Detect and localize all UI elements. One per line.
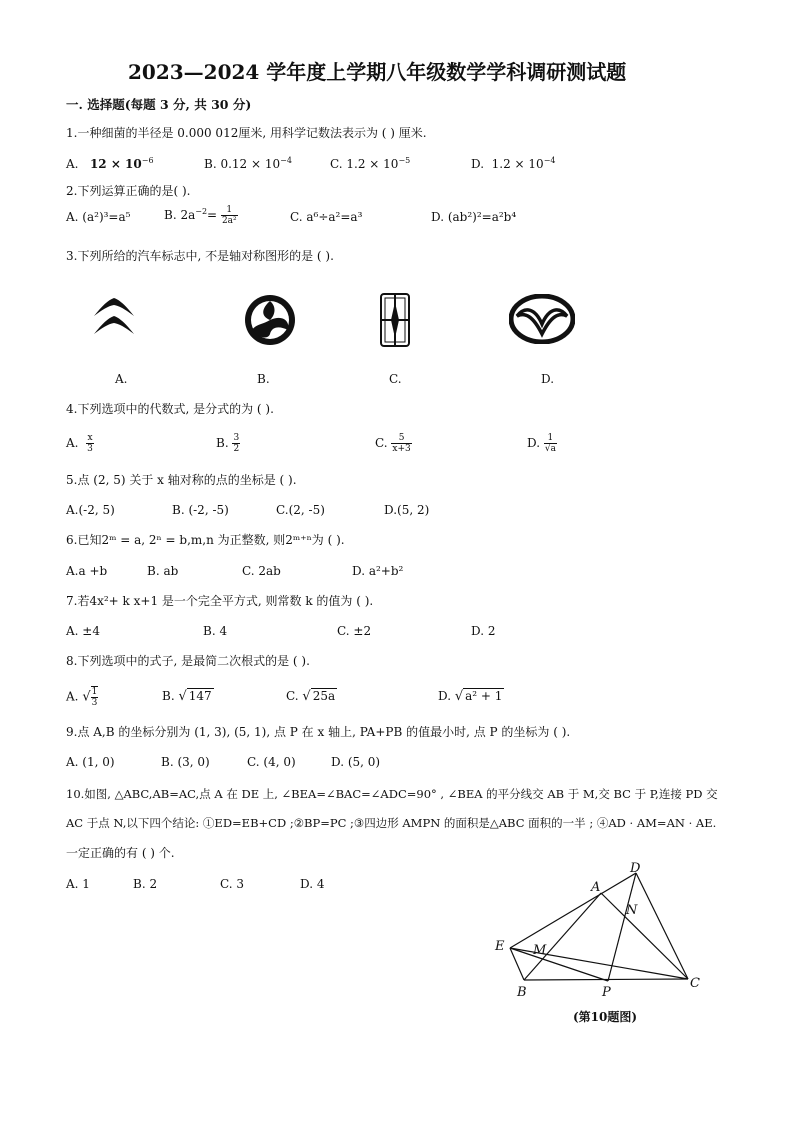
q4-option-a: A. $\frac{x}{3}$ [66, 433, 93, 454]
label-E: E [495, 939, 505, 954]
q10-stem-line-3: 一定正确的有 ( ) 个. [66, 846, 175, 860]
q2-option-d: D. (ab²)²=a²b⁴ [431, 210, 517, 224]
q2-option-b: B. $2a^{-2}=$ $\frac{1}{\text{2a²}}$ [164, 205, 237, 226]
q2-stem: 2.下列运算正确的是( ). [66, 184, 191, 198]
segment-PD [608, 873, 636, 981]
q1-option-b: B. $0.12 \times 10^{-4}$ [204, 156, 292, 171]
q6-stem: 6.已知2ᵐ = a, 2ⁿ = b,m,n 为正整数, 则2ᵐ⁺ⁿ为 ( ). [66, 533, 345, 547]
q8-option-c: C. √ 25a [286, 689, 336, 704]
q10-option-d: D. 4 [300, 877, 325, 891]
q10-option-c: C. 3 [220, 877, 245, 891]
q1-option-a: A. $12 \times 10^{-6}$ [66, 156, 154, 171]
section-heading: 一. 选择题(每题 3 分, 共 30 分) [66, 97, 252, 112]
logo-c-star-icon [380, 292, 410, 348]
q4-stem: 4.下列选项中的代数式, 是分式的为 ( ). [66, 402, 274, 416]
q2-option-c: C. a⁶÷a²=a³ [290, 210, 363, 224]
q5-option-d: D.(5, 2) [384, 503, 430, 517]
q7-option-d: D. 2 [471, 624, 496, 638]
q9-stem: 9.点 A,B 的坐标分别为 (1, 3), (5, 1), 点 P 在 x 轴上, PA+PB 的值最小时, 点 P 的坐标为 ( ). [66, 725, 571, 739]
q10-option-a: A. 1 [66, 877, 90, 891]
segment-EB [510, 948, 524, 980]
q7-option-b: B. 4 [203, 624, 228, 638]
q6-option-b: B. ab [147, 564, 179, 578]
q10-option-b: B. 2 [133, 877, 158, 891]
q6-option-c: C. 2ab [242, 564, 281, 578]
page-title: 2023—2024 学年度上学期八年级数学学科调研测试题 [128, 60, 627, 84]
segment-AB [524, 893, 601, 980]
q8-option-b: B. √ 147 [162, 689, 212, 704]
q5-option-c: C.(2, -5) [276, 503, 325, 517]
label-D: D [630, 861, 641, 876]
q8-stem: 8.下列选项中的式子, 是最简二次根式的是 ( ). [66, 654, 310, 668]
q1-option-c: C. $1.2 \times 10^{-5}$ [330, 156, 411, 171]
q9-option-a: A. (1, 0) [66, 755, 115, 769]
q3-stem: 3.下列所给的汽车标志中, 不是轴对称图形的是 ( ). [66, 249, 334, 263]
figure-caption: (第10题图) [573, 1010, 638, 1024]
label-A: A [591, 880, 601, 895]
q10-stem-line-2: AC 于点 N,以下四个结论: ①ED=EB+CD ;②BP=PC ;③四边形 AMPN 的面积是△ABC 面积的一半 ; ④AD · AM=AN · AE. [66, 816, 717, 830]
q8-option-d: D. √ a² + 1 [438, 689, 503, 704]
q9-option-b: B. (3, 0) [161, 755, 210, 769]
q10-geometry-figure [490, 860, 710, 1000]
q7-option-a: A. ±4 [66, 624, 100, 638]
q9-option-d: D. (5, 0) [331, 755, 381, 769]
segment-EP [510, 948, 608, 981]
q10-stem-line-1: 10.如图, △ABC,AB=AC,点 A 在 DE 上, ∠BEA=∠BAC=∠ADC=90° , ∠BEA 的平分线交 AB 于 M,交 BC 于 P,连接 PD 交 [66, 787, 718, 801]
label-M: M [533, 943, 547, 958]
q5-option-b: B. (-2, -5) [172, 503, 229, 517]
q6-option-a: A.a +b [66, 564, 108, 578]
q3-label-c: C. [389, 372, 402, 386]
q8-option-a: A. √ $\frac{1}{3}$ [66, 687, 98, 708]
q5-option-a: A.(-2, 5) [66, 503, 115, 517]
q7-option-c: C. ±2 [337, 624, 372, 638]
label-N: N [626, 903, 638, 918]
q2-option-a: A. (a²)³=a⁵ [66, 210, 131, 224]
q1-stem: 1.一种细菌的半径是 0.000 012厘米, 用科学记数法表示为 ( ) 厘米. [66, 126, 427, 140]
label-B: B [517, 985, 527, 1000]
q7-stem: 7.若4x²+ k x+1 是一个完全平方式, 则常数 k 的值为 ( ). [66, 594, 374, 608]
q6-option-d: D. a²+b² [352, 564, 404, 578]
q5-stem: 5.点 (2, 5) 关于 x 轴对称的点的坐标是 ( ). [66, 473, 297, 487]
segment-DC [636, 873, 688, 979]
q1-option-d: D. $1.2 \times 10^{-4}$ [471, 156, 556, 171]
logo-a-chevron-icon [92, 296, 136, 340]
q4-option-b: B. $\frac{3}{2}$ [216, 433, 240, 454]
segment-ED [510, 873, 636, 948]
q3-label-b: B. [257, 372, 270, 386]
q3-label-d: D. [541, 372, 555, 386]
q4-option-c: C. $\frac{5}{x+3}$ [375, 433, 411, 454]
label-P: P [602, 985, 611, 1000]
q3-label-a: A. [115, 372, 128, 386]
logo-d-wing-icon [509, 294, 575, 344]
logo-b-swirl-icon [244, 294, 296, 346]
label-C: C [690, 976, 700, 991]
q9-option-c: C. (4, 0) [247, 755, 296, 769]
q4-option-d: D. $\frac{1}{√a}$ [527, 433, 556, 454]
